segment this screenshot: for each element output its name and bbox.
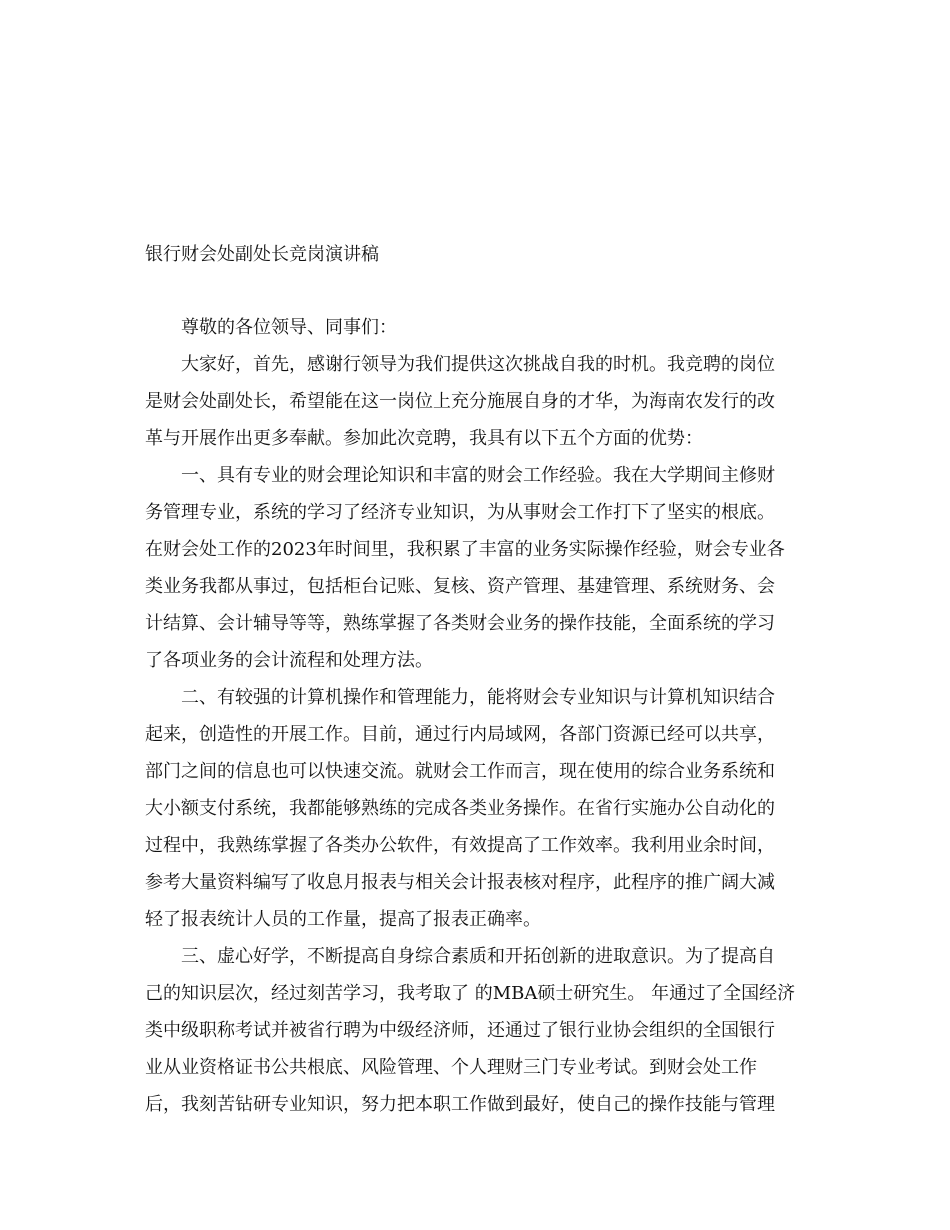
- paragraph-line: 三、虚心好学，不断提高自身综合素质和开拓创新的进取意识。为了提高自: [181, 946, 775, 967]
- paragraph-line: 一、具有专业的财会理论知识和丰富的财会工作经验。我在大学期间主修财: [181, 465, 775, 486]
- paragraph-line: 二、有较强的计算机操作和管理能力，能将财会专业知识与计算机知识结合: [181, 687, 775, 708]
- paragraph-line: 过程中，我熟练掌握了各类办公软件，有效提高了工作效率。我利用业余时间，: [145, 835, 775, 856]
- document-title: 银行财会处副处长竞岗演讲稿: [145, 244, 379, 265]
- paragraph-line: 大家好，首先，感谢行领导为我们提供这次挑战自我的时机。我竞聘的岗位: [181, 354, 775, 375]
- paragraph-line: 部门之间的信息也可以快速交流。就财会工作而言，现在使用的综合业务系统和: [145, 761, 775, 782]
- paragraph-line: 务管理专业，系统的学习了经济专业知识，为从事财会工作打下了坚实的根底。: [145, 502, 775, 523]
- paragraph-line: 类业务我都从事过，包括柜台记账、复核、资产管理、基建管理、系统财务、会: [145, 576, 775, 597]
- paragraph-line: 己的知识层次，经过刻苦学习，我考取了 的MBA硕士研究生。 年通过了全国经济: [145, 983, 796, 1004]
- paragraph-line: 参考大量资料编写了收息月报表与相关会计报表核对程序，此程序的推广阔大减: [145, 872, 775, 893]
- paragraph-line: 大小额支付系统，我都能够熟练的完成各类业务操作。在省行实施办公自动化的: [145, 798, 775, 819]
- paragraph-line: 后，我刻苦钻研专业知识，努力把本职工作做到最好，使自己的操作技能与管理: [145, 1094, 775, 1115]
- paragraph-line: 轻了报表统计人员的工作量，提高了报表正确率。: [145, 909, 541, 930]
- paragraph-line: 起来，创造性的开展工作。目前，通过行内局域网，各部门资源已经可以共享，: [145, 724, 775, 745]
- paragraph-line: 革与开展作出更多奉献。参加此次竞聘，我具有以下五个方面的优势：: [145, 428, 703, 449]
- salutation: 尊敬的各位领导、同事们：: [181, 317, 397, 338]
- paragraph-line: 在财会处工作的2023年时间里，我积累了丰富的业务实际操作经验，财会专业各: [145, 539, 785, 560]
- paragraph-line: 计结算、会计辅导等等，熟练掌握了各类财会业务的操作技能，全面系统的学习: [145, 613, 775, 634]
- paragraph-line: 业从业资格证书公共根底、风险管理、个人理财三门专业考试。到财会处工作: [145, 1057, 757, 1078]
- paragraph-line: 了各项业务的会计流程和处理方法。: [145, 650, 433, 671]
- paragraph-line: 类中级职称考试并被省行聘为中级经济师，还通过了银行业协会组织的全国银行: [145, 1020, 775, 1041]
- paragraph-line: 是财会处副处长，希望能在这一岗位上充分施展自身的才华，为海南农发行的改: [145, 391, 775, 412]
